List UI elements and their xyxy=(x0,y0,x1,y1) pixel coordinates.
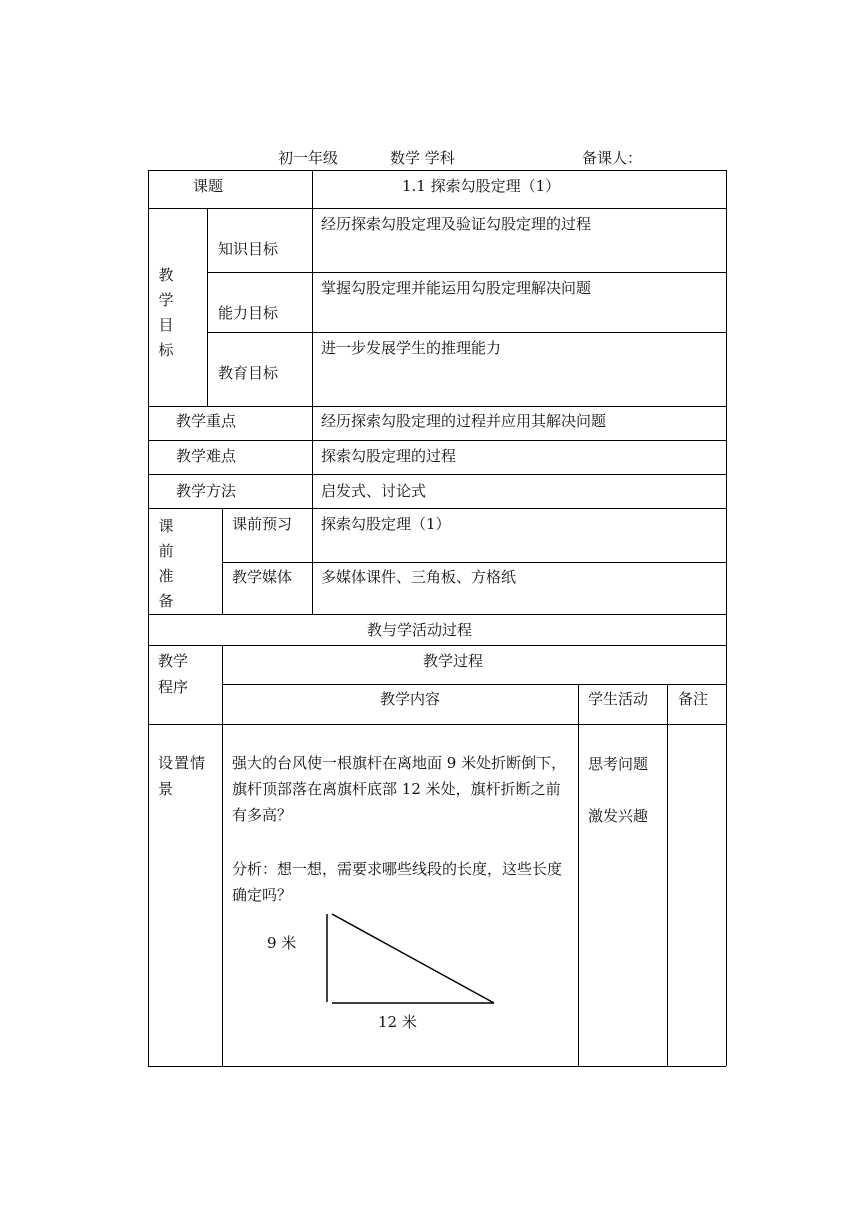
student-activity-think: 思考问题 xyxy=(588,755,649,773)
preparation-value-media: 多媒体课件、三角板、方格纸 xyxy=(321,568,517,586)
preparation-value-preview: 探索勾股定理（1） xyxy=(321,515,451,533)
problem-text: 强大的台风使一根旗杆在离地面 9 米处折断倒下，旗杆顶部落在离旗杆底部 12 米处，旗杆折断之前有多高？ xyxy=(232,754,567,824)
process-title: 教与学活动过程 xyxy=(367,621,473,639)
objective-value-knowledge: 经历探索勾股定理及验证勾股定理的过程 xyxy=(321,215,592,233)
key-points-label: 教学重点 xyxy=(176,412,237,430)
process-label: 教学过程 xyxy=(423,652,484,670)
figure-horizontal-label: 12 米 xyxy=(378,1013,417,1031)
header-grade: 初一年级 xyxy=(278,149,339,167)
procedure-label: 教学程序 xyxy=(158,652,189,696)
objective-label-knowledge: 知识目标 xyxy=(218,240,279,258)
topic-value: 1.1 探索勾股定理（1） xyxy=(402,177,561,195)
objective-value-ability: 掌握勾股定理并能运用勾股定理解决问题 xyxy=(321,279,592,297)
preparation-label-media: 教学媒体 xyxy=(232,568,293,586)
preparation-label-preview: 课前预习 xyxy=(232,515,293,533)
topic-label: 课题 xyxy=(193,177,224,195)
figure-vertical-label: 9 米 xyxy=(267,934,297,952)
objectives-label: 教学目标 xyxy=(158,266,174,359)
student-activity-header: 学生活动 xyxy=(588,690,649,708)
difficulties-label: 教学难点 xyxy=(176,447,237,465)
difficulties-value: 探索勾股定理的过程 xyxy=(321,447,457,465)
objective-label-ability: 能力目标 xyxy=(218,304,279,322)
methods-label: 教学方法 xyxy=(176,482,237,500)
objective-label-education: 教育目标 xyxy=(218,364,279,382)
objective-value-education: 进一步发展学生的推理能力 xyxy=(321,339,502,357)
analysis-text: 分析：想一想，需要求哪些线段的长度，这些长度确定吗？ xyxy=(232,860,563,904)
header-subject: 数学 学科 xyxy=(390,149,455,167)
header-preparer: 备课人： xyxy=(582,149,643,167)
stage-label: 设置情景 xyxy=(158,754,207,798)
triangle-hypotenuse xyxy=(332,914,494,1003)
key-points-value: 经历探索勾股定理的过程并应用其解决问题 xyxy=(321,412,607,430)
methods-value: 启发式、讨论式 xyxy=(321,482,427,500)
notes-header: 备注 xyxy=(678,690,709,708)
preparation-label: 课前准备 xyxy=(158,517,174,610)
content-header: 教学内容 xyxy=(380,690,441,708)
student-activity-interest: 激发兴趣 xyxy=(588,807,649,825)
